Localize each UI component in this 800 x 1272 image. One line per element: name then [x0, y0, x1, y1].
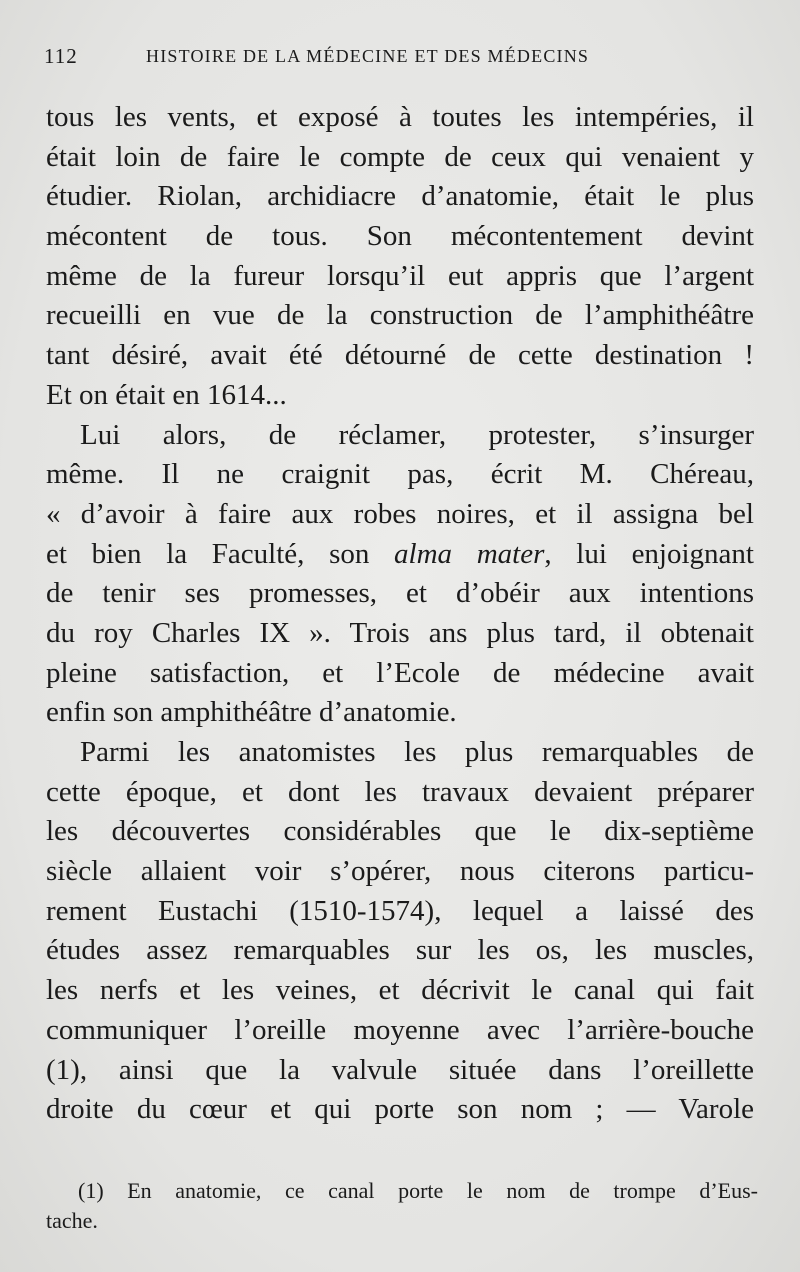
- page-number: 112: [44, 44, 78, 68]
- text-line: de tenir ses promesses, et d’obéir aux intentions: [46, 577, 754, 610]
- line-segment: et bien la Faculté, son: [46, 537, 395, 570]
- text-line: « d’avoir à faire aux robes noires, et il assigna bel: [46, 497, 754, 530]
- footnote: [46, 1176, 758, 1236]
- text-line: études assez remarquables sur les os, les muscles,: [46, 934, 754, 967]
- text-line: rement Eustachi (1510-1574), lequel a laissé des: [46, 894, 754, 927]
- italic-phrase: alma mater: [394, 537, 545, 570]
- text-line: cette époque, et dont les travaux devaient préparer: [46, 775, 754, 808]
- text-line: étudier. Riolan, archidiacre d’anatomie, était le plus: [46, 180, 754, 213]
- text-line: les nerfs et les veines, et décrivit le canal qui fait: [46, 974, 754, 1007]
- footnote-line: (1) En anatomie, ce canal porte le nom de trompe d’Eus-: [78, 1178, 758, 1203]
- text-line: même. Il ne craignit pas, écrit M. Chéreau,: [46, 458, 754, 491]
- text-line: tous les vents, et exposé à toutes les intempéries, il: [46, 101, 754, 133]
- text-line: tant désiré, avait été détourné de cette destination !: [46, 339, 754, 372]
- text-line: était loin de faire le compte de ceux qui venaient y: [46, 140, 754, 173]
- text-line: (1), ainsi que la valvule située dans l’oreillette: [46, 1053, 754, 1086]
- text-line: recueilli en vue de la construction de l’amphithéâtre: [46, 299, 754, 332]
- text-line: enfin son amphithéâtre d’anatomie.: [46, 696, 457, 729]
- text-line: même de la fureur lorsqu’il eut appris que l’argent: [46, 259, 754, 292]
- text-line: mécontent de tous. Son mécontentement devint: [46, 220, 754, 253]
- footnote-line: tache.: [46, 1208, 98, 1233]
- text-line: droite du cœur et qui porte son nom ; — Varole: [46, 1093, 754, 1126]
- running-head: HISTOIRE DE LA MÉDECINE ET DES MÉDECINS: [146, 46, 590, 66]
- text-line: Et on était en 1614...: [46, 378, 287, 411]
- text-line: siècle allaient voir s’opérer, nous citerons particu-: [46, 855, 754, 888]
- text-line: communiquer l’oreille moyenne avec l’arrière-bouche: [46, 1013, 754, 1046]
- body-text: [46, 98, 754, 1130]
- line-segment: , lui enjoignant: [544, 537, 754, 570]
- text-line-with-italic: [46, 535, 754, 575]
- text-line: pleine satisfaction, et l’Ecole de médecine avait: [46, 656, 754, 689]
- text-line: du roy Charles IX ». Trois ans plus tard, il obtenait: [46, 616, 754, 649]
- page-header: [44, 44, 764, 74]
- paragraph-start-line: Lui alors, de réclamer, protester, s’insurger: [80, 418, 754, 451]
- text-line: les découvertes considérables que le dix-septième: [46, 815, 754, 848]
- paragraph-start-line: Parmi les anatomistes les plus remarquables de: [80, 736, 754, 768]
